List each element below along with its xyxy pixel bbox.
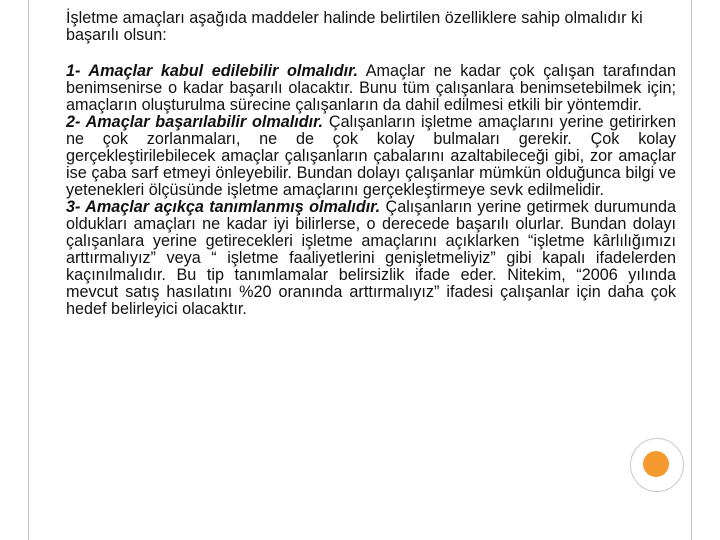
- item-text: Çalışanların işletme amaçlarını yerine getirirken ne çok zorlanmaları, ne de çok kolay bulmaları gerekir. Çok kolay gerçekleştirilebilecek amaçlar çalışanların çabalarını azaltabileceği gibi, zor amaçlar ise çaba sarf etmeyi önleyebilir. Bundan dolayı çalışanlar mümkün olduğunca bilgi ve yetenekleri ölçüsünde işletme amaçlarını gerçekleştirmeye sevk edilmelidir.: [66, 113, 676, 199]
- item-heading: 3- Amaçlar açıkça tanımlanmış olmalıdır.: [66, 198, 381, 216]
- item-text: Amaçlar ne kadar çok çalışan tarafından benimsenirse o kadar başarılı olacaktır. Bunu tüm çalışanlara benimsetebilmek için; amaçların oluşturulma sürecine çalışanların da dahil edilmesi etkili bir yöntemdir.: [66, 62, 676, 114]
- item-text: Çalışanların yerine getirmek durumunda oldukları amaçları ne kadar iyi bilirlerse, o derecede başarılı olurlar. Bundan dolayı çalışanlara yerine getirecekleri işletme amaçlarını açıklarken “işletme kârlılığımızı arttırmalıyız” veya “ işletme faaliyetlerini genişletmeliyiz” gibi kapalı ifadelerden kaçınılmalıdır. Bu tip tanımlamalar belirsizlik ifade eder. Nitekim, “2006 yılında mevcut satış hasılatını %20 oranında arttırmalıyız” ifadesi çalışanlar için daha çok hedef belirleyici olacaktır.: [66, 198, 676, 318]
- item-heading: 2- Amaçlar başarılabilir olmalıdır.: [66, 113, 324, 131]
- list-item: [66, 63, 676, 114]
- list-item: [66, 114, 676, 199]
- right-frame-line: [691, 0, 692, 540]
- item-heading: 1- Amaçlar kabul edilebilir olmalıdır.: [66, 62, 359, 80]
- left-frame-line: [28, 0, 29, 540]
- slide-content: [66, 10, 676, 318]
- intro-paragraph: İşletme amaçları aşağıda maddeler halinde belirtilen özelliklere sahip olmalıdır ki başarılı olsun:: [66, 9, 643, 44]
- list-item: [66, 199, 676, 318]
- orange-dot-decoration: [643, 451, 669, 477]
